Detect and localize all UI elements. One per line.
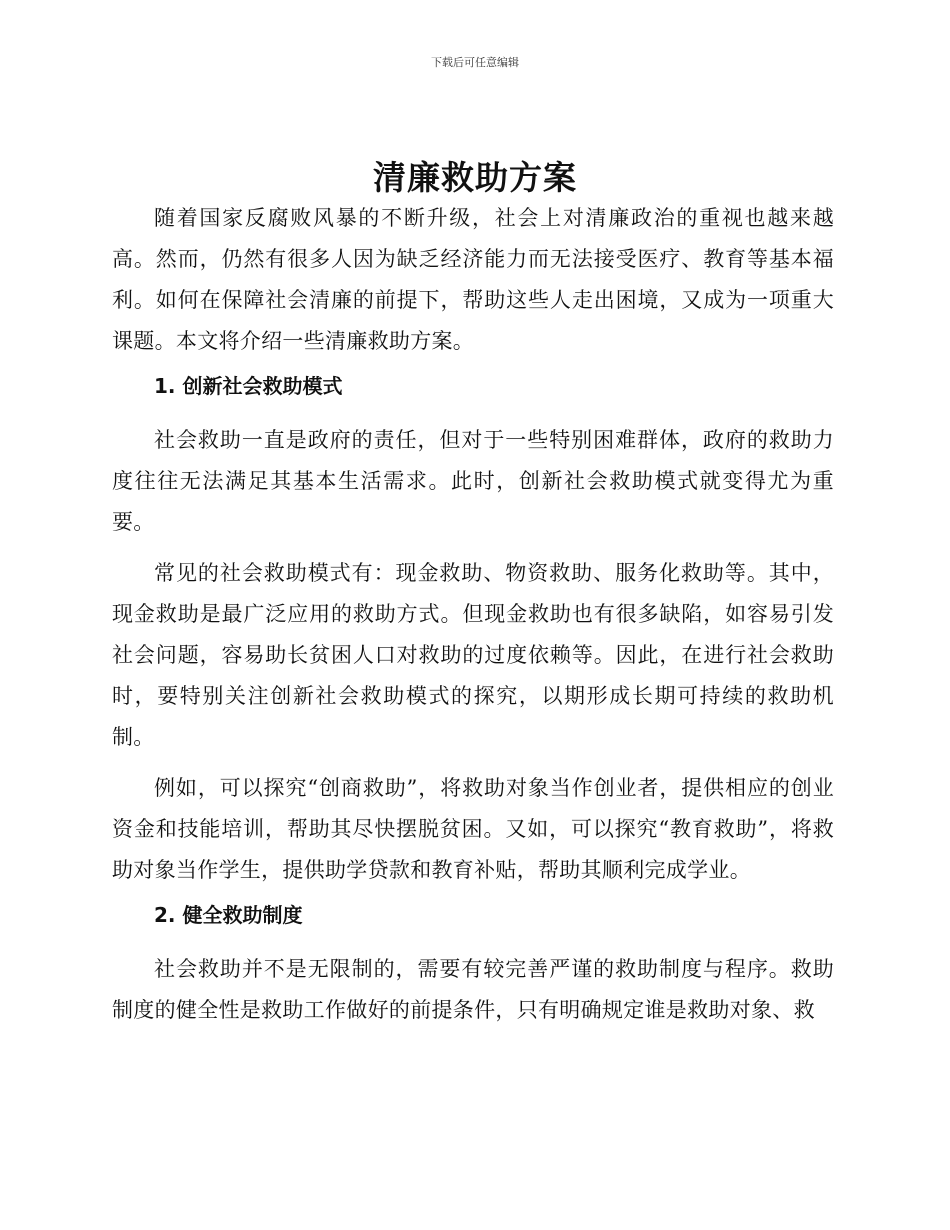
section-1-paragraph-1: 社会救助一直是政府的责任，但对于一些特别困难群体，政府的救助力度往往无法满足其基本生活需求。此时，创新社会救助模式就变得尤为重要。: [112, 428, 834, 534]
section-1-paragraph-3: 例如，可以探究“创商救助”，将救助对象当作创业者，提供相应的创业资金和技能培训，帮助其尽快摆脱贫困。又如，可以探究“教育救助”，将救助对象当作学生，提供助学贷款和教育补贴，帮助其顺利完成学业。: [112, 776, 834, 882]
section-heading-2: 2. 健全救助制度: [154, 903, 303, 927]
section-heading-1: 1. 创新社会救助模式: [154, 374, 343, 398]
section-1-paragraph-2: 常见的社会救助模式有：现金救助、物资救助、服务化救助等。其中，现金救助是最广泛应用的救助方式。但现金救助也有很多缺陷，如容易引发社会问题，容易助长贫困人口对救助的过度依赖等。因此，在进行社会救助时，要特别关注创新社会救助模式的探究，以期形成长期可持续的救助机制。: [112, 561, 834, 749]
document-body: [112, 198, 834, 1041]
section-2-paragraph-1: 社会救助并不是无限制的，需要有较完善严谨的救助制度与程序。救助制度的健全性是救助工作做好的前提条件，只有明确规定谁是救助对象、救: [112, 957, 834, 1022]
header-note: 下载后可任意编辑: [431, 56, 519, 69]
intro-paragraph: 随着国家反腐败风暴的不断升级，社会上对清廉政治的重视也越来越高。然而，仍然有很多人因为缺乏经济能力而无法接受医疗、教育等基本福利。如何在保障社会清廉的前提下，帮助这些人走出困境，又成为一项重大课题。本文将介绍一些清廉救助方案。: [112, 206, 834, 353]
document-title: 清廉救助方案: [373, 158, 577, 197]
